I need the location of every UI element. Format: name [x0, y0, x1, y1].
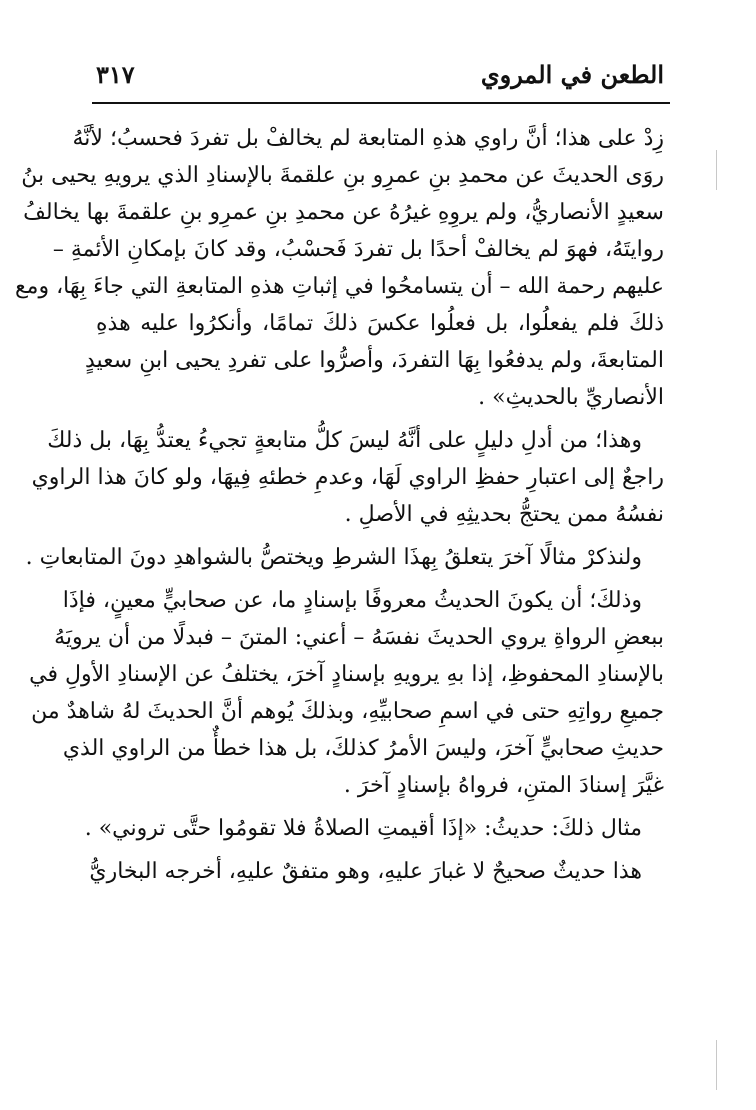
scan-margin-mark [716, 1040, 717, 1090]
page-number: ٣١٧ [96, 60, 135, 89]
text-line: عليهم رحمة الله – أن يتسامحُوا في إثباتِ هذهِ المتابعةِ التي جاءَ بِهَا، ومع [14, 274, 664, 299]
text-line: نفسُهُ ممن يحتجُّ بحديثِهِ في الأصلِ . [344, 502, 664, 527]
paragraph-4 [29, 582, 664, 804]
text-line: روَى الحديثَ عن محمدِ بنِ عمرِو بنِ علقمةَ بالإسنادِ الذي يرويهِ يحيى بنُ [21, 163, 664, 188]
text-line: ذلكَ فلم يفعلُوا، بل فعلُوا عكسَ ذلكَ تمامًا، وأنكرُوا عليه هذهِ [96, 311, 664, 336]
text-line: ببعضِ الرواةِ يروي الحديثَ نفسَهُ – أعني: المتنَ – فبدلًا من أن يرويَهُ [54, 625, 664, 650]
text-line: جميعِ رواتِهِ حتى في اسمِ صحابيِّهِ، وبذلكَ يُوهم أنَّ الحديثَ لهُ شاهدٌ من [31, 699, 664, 724]
text-line: سعيدٍ الأنصاريُّ، ولم يروِهِ غيرُهُ عن محمدِ بنِ عمرِو بنِ علقمةَ بها يخالفُ [23, 200, 664, 225]
running-title: الطعن في المروي [480, 60, 664, 89]
page-body [14, 120, 664, 896]
running-header [96, 56, 664, 100]
scan-margin-mark [716, 150, 717, 190]
paragraph-5 [84, 810, 664, 847]
header-rule [92, 102, 670, 104]
text-line: زِدْ على هذا؛ أنَّ راوي هذهِ المتابعة لم يخالفْ بل تفردَ فحسبُ؛ لأنَّهُ [72, 126, 664, 151]
text-line: حديثِ صحابيٍّ آخرَ، وليسَ الأمرُ كذلكَ، بل هذا خطأٌ من الراوي الذي [62, 736, 664, 761]
paragraph-6 [89, 853, 664, 890]
text-line: الأنصاريِّ بالحديثِ» . [478, 385, 664, 410]
text-line: ولنذكرْ مثالًا آخرَ يتعلقُ بِهذَا الشرطِ ويختصُّ بالشواهدِ دونَ المتابعاتِ . [25, 545, 642, 570]
text-line: راجعٌ إلى اعتبارِ حفظِ الراوي لَهَا، وعدمِ خطئهِ فِيهَا، ولو كانَ هذا الراوي [31, 465, 664, 490]
text-line: بالإسنادِ المحفوظِ، إذا بهِ يرويهِ بإسنادٍ آخرَ، يختلفُ عن الإسنادِ الأولِ في [29, 662, 664, 687]
text-line: مثال ذلكَ: حديثُ: «إذَا أقيمتِ الصلاةُ فلا تقومُوا حتَّى تروني» . [84, 816, 642, 841]
text-line: روايتَهُ، فهوَ لم يخالفْ أحدًا بل تفردَ فَحسْبُ، وقد كانَ بإمكانِ الأئمةِ – [52, 237, 664, 262]
text-line: وذلكَ؛ أن يكونَ الحديثُ معروفًا بإسنادٍ ما، عن صحابيٍّ معينٍ، فإذَا [62, 588, 642, 613]
paragraph-2 [31, 422, 664, 533]
text-line: هذا حديثٌ صحيحٌ لا غبارَ عليهِ، وهو متفقٌ عليهِ، أخرجه البخاريُّ [89, 859, 642, 884]
paragraph-1 [14, 120, 664, 416]
paragraph-3 [25, 539, 664, 576]
text-line: المتابعةَ، ولم يدفعُوا بِهَا التفردَ، وأصرُّوا على تفردِ يحيى ابنِ سعيدٍ [84, 348, 664, 373]
text-line: وهذا؛ من أدلِ دليلٍ على أنَّهُ ليسَ كلُّ متابعةٍ تجيءُ يعتدُّ بِهَا، بل ذلكَ [47, 428, 642, 453]
text-line: غيَّرَ إسنادَ المتنِ، فرواهُ بإسنادٍ آخرَ . [343, 773, 664, 798]
